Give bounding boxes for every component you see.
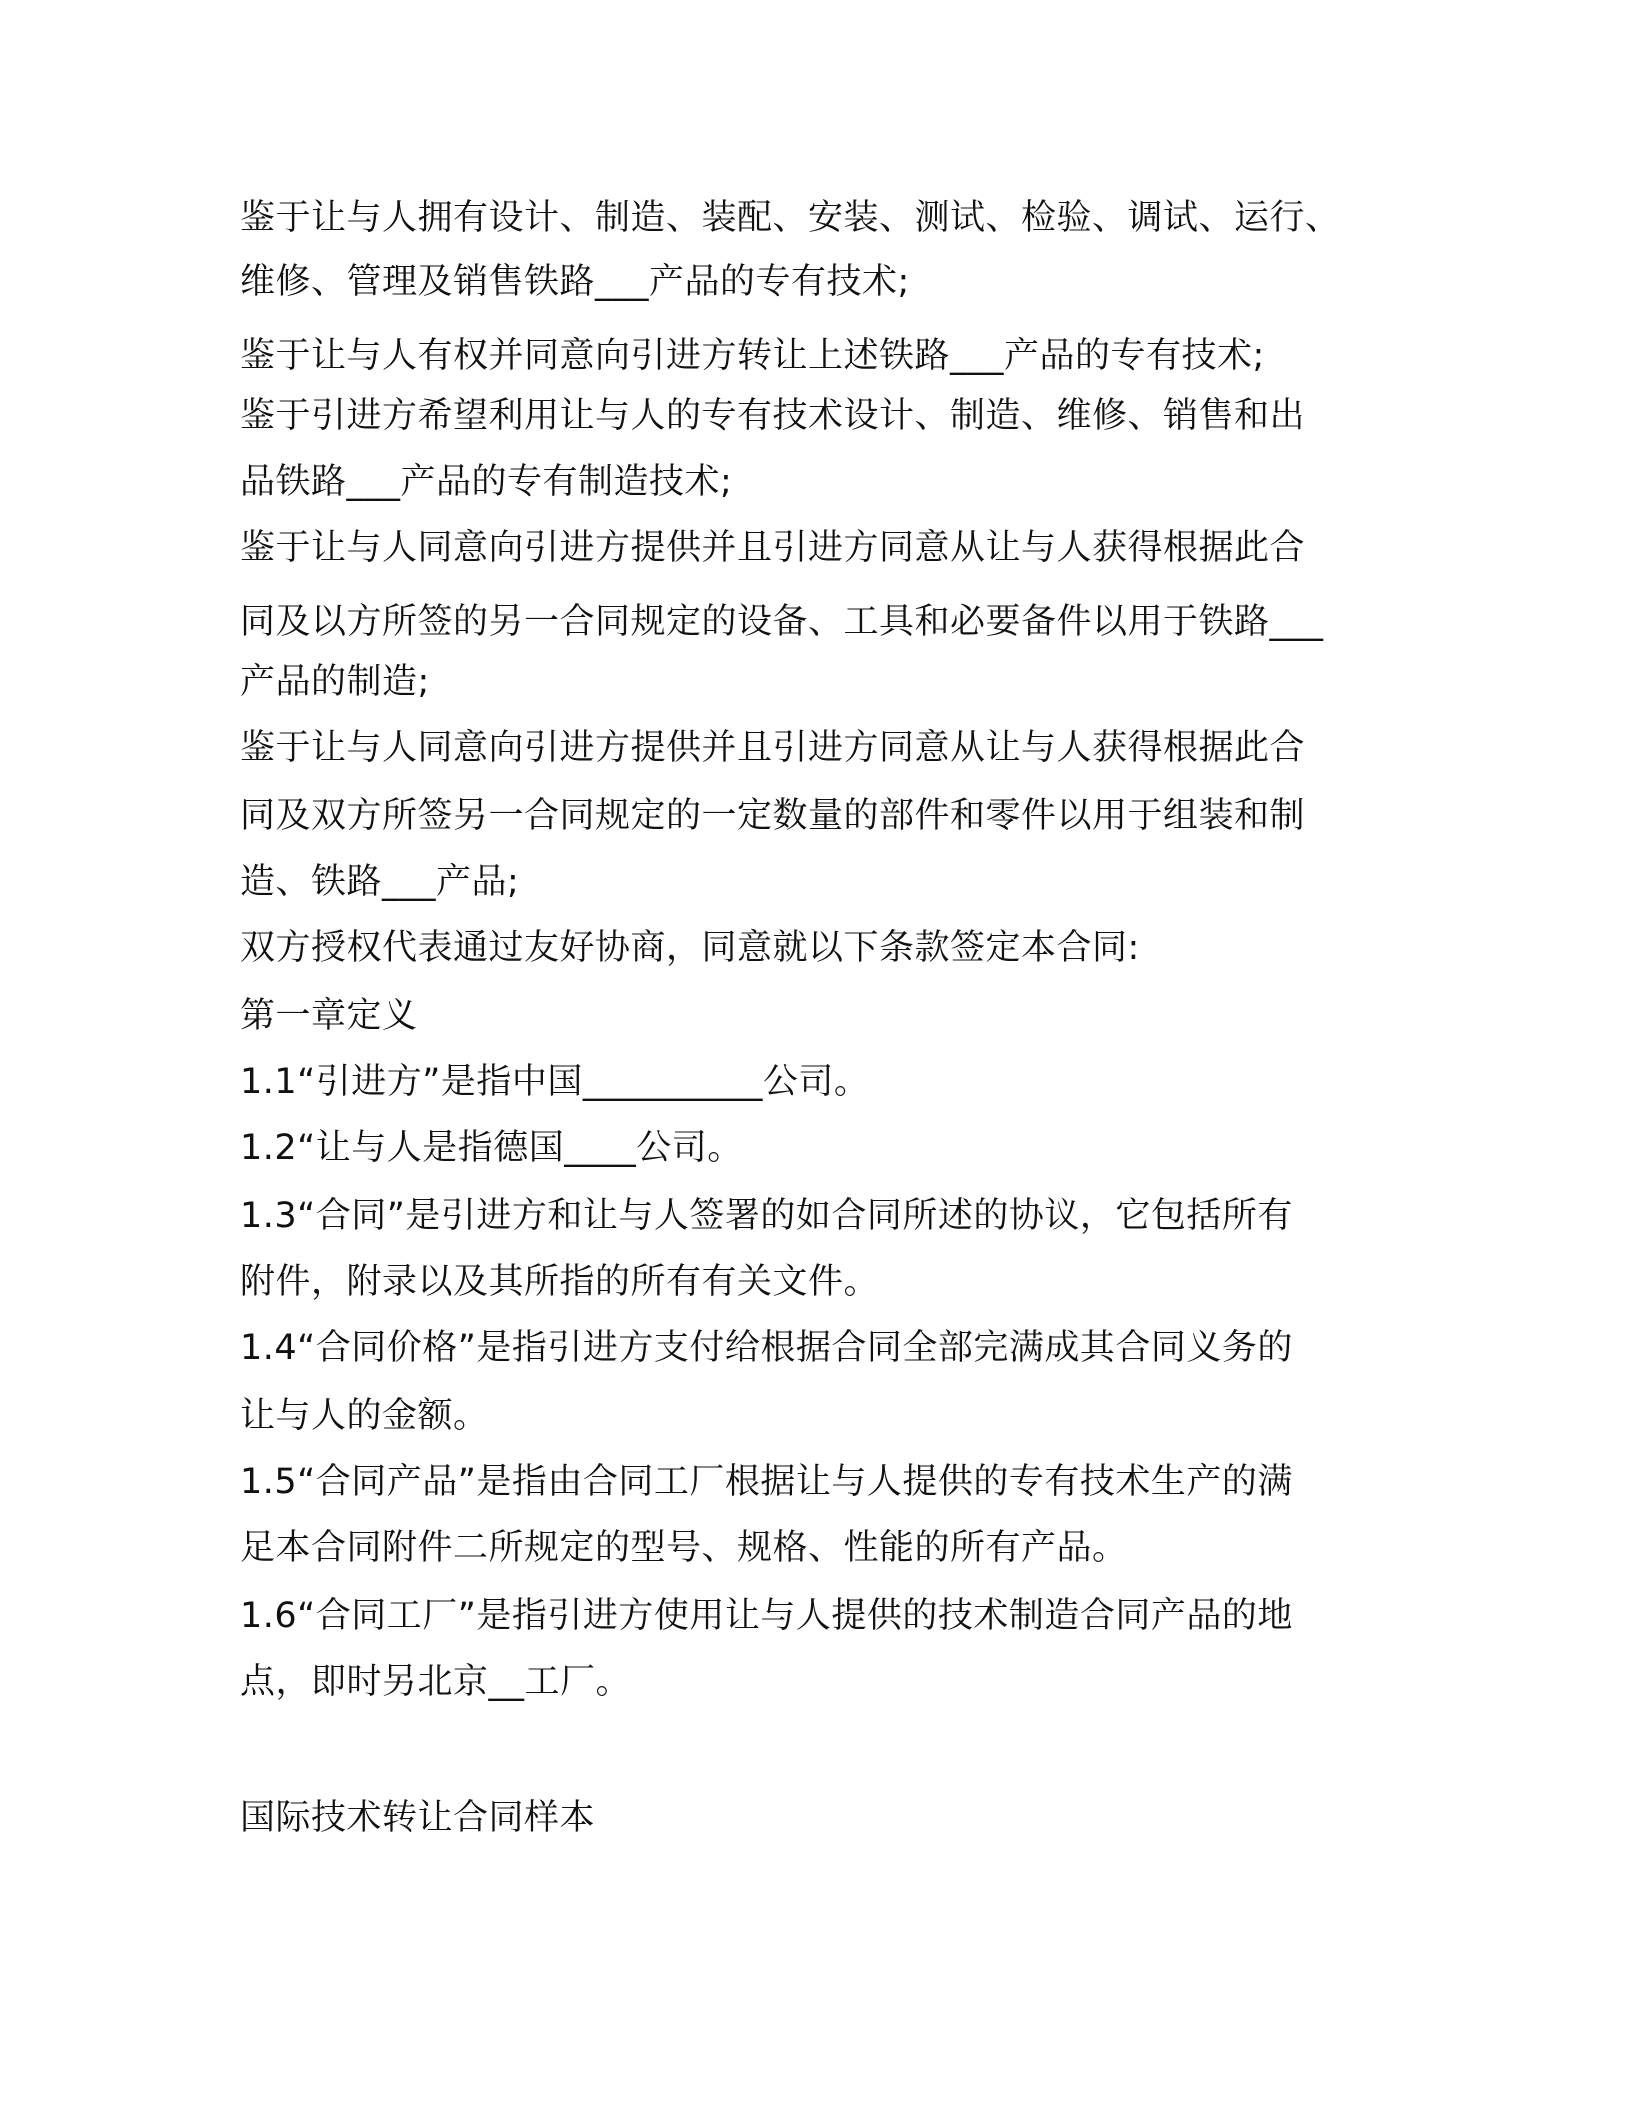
text-line: 鉴于让与人拥有设计、制造、装配、安装、测试、检验、调试、运行、 [240,198,1341,238]
text-line: 品铁路___产品的专有制造技术; [240,462,733,502]
definition-1-1: 1.1“引进方”是指中国__________公司。 [240,1062,870,1102]
text-line: 同及以方所签的另一合同规定的设备、工具和必要备件以用于铁路___ [240,602,1324,642]
text-line: 点，即时另北京__工厂。 [240,1662,632,1702]
text-line: 鉴于让与人有权并同意向引进方转让上述铁路___产品的专有技术; [240,336,1265,376]
text-line: 造、铁路___产品; [240,862,520,902]
text-line: 鉴于让与人同意向引进方提供并且引进方同意从让与人获得根据此合 [240,728,1306,768]
text-line: 产品的制造; [240,662,430,702]
definition-1-6: 1.6“合同工厂”是指引进方使用让与人提供的技术制造合同产品的地 [240,1596,1293,1636]
definition-1-5: 1.5“合同产品”是指由合同工厂根据让与人提供的专有技术生产的满 [240,1462,1293,1502]
text-line: 足本合同附件二所规定的型号、规格、性能的所有产品。 [240,1528,1128,1568]
footer-title: 国际技术转让合同样本 [240,1798,596,1838]
text-line: 附件，附录以及其所指的所有有关文件。 [240,1262,880,1302]
text-line: 鉴于让与人同意向引进方提供并且引进方同意从让与人获得根据此合 [240,528,1306,568]
definition-1-3: 1.3“合同”是引进方和让与人签署的如合同所述的协议，它包括所有 [240,1196,1293,1236]
definition-1-2: 1.2“让与人是指德国____公司。 [240,1128,743,1168]
definition-1-4: 1.4“合同价格”是指引进方支付给根据合同全部完满成其合同义务的 [240,1328,1293,1368]
text-line: 双方授权代表通过友好协商，同意就以下条款签定本合同: [240,928,1140,968]
text-line: 同及双方所签另一合同规定的一定数量的部件和零件以用于组装和制 [240,796,1306,836]
text-line: 让与人的金额。 [240,1396,489,1436]
text-line: 维修、管理及销售铁路___产品的专有技术; [240,262,910,302]
text-line: 鉴于引进方希望利用让与人的专有技术设计、制造、维修、销售和出 [240,396,1306,436]
chapter-heading: 第一章定义 [240,996,418,1036]
